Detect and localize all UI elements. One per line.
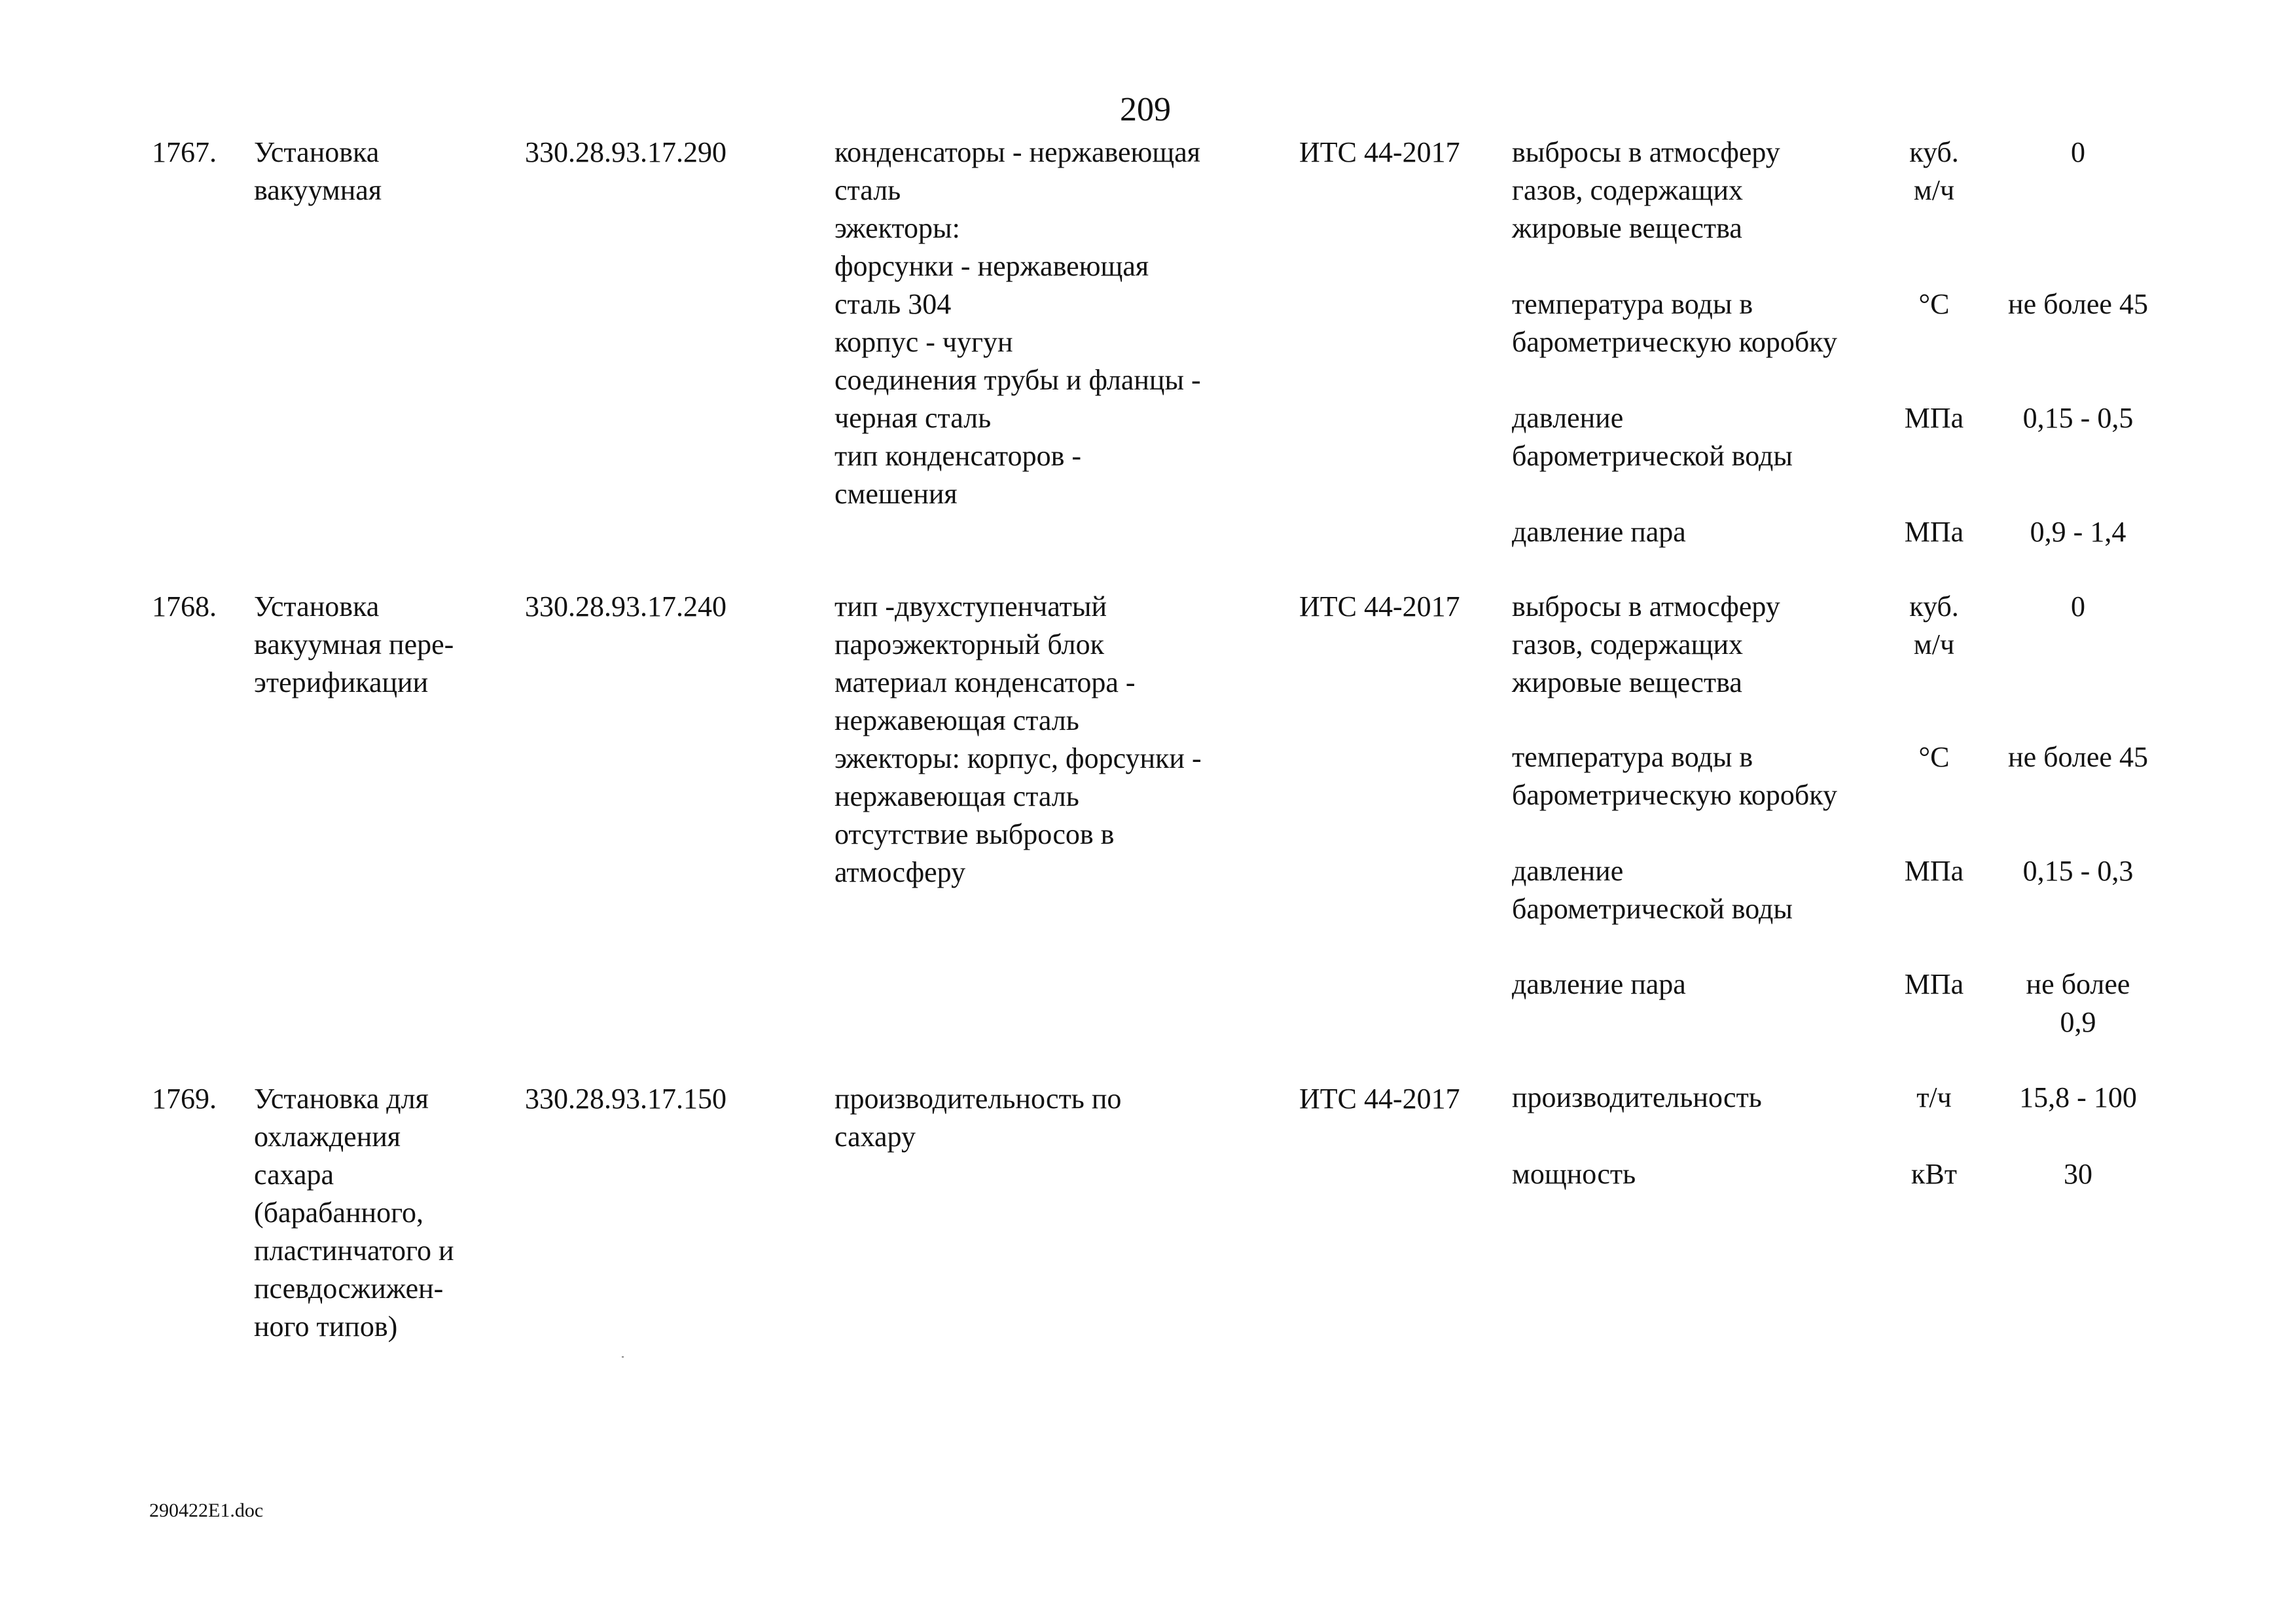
item-name: Установка вакуумная пере- этерификации: [254, 590, 454, 698]
param-value: 0,15 - 0,3: [2022, 855, 2134, 887]
item-name: Установка вакуумная: [254, 136, 382, 206]
row-number: 1767.: [152, 136, 217, 168]
param-name: температура воды в барометрическую коробку: [1512, 741, 1837, 811]
param-value: 15,8 - 100: [2019, 1081, 2137, 1113]
item-code: 330.28.93.17.290: [525, 136, 726, 168]
item-features: тип -двухступенчатый пароэжекторный блок материал конденсатора - нержавеющая сталь эжекторы: корпус, форсунки - нержавеющая сталь отсутствие выбросов в атмосферу: [834, 590, 1202, 888]
item-standard: ИТС 44-2017: [1299, 590, 1460, 623]
page-number: 209: [1120, 91, 1171, 128]
item-features: конденсаторы - нержавеющая сталь эжекторы: форсунки - нержавеющая сталь 304 корпус - чугун соединения трубы и фланцы - черная сталь тип конденсаторов - смешения: [834, 136, 1201, 510]
param-unit: МПа: [1904, 968, 1964, 1000]
param-unit: МПа: [1904, 855, 1964, 887]
param-value: 0: [2071, 136, 2085, 168]
param-unit: кВт: [1911, 1158, 1957, 1190]
item-standard: ИТС 44-2017: [1299, 1083, 1460, 1115]
param-name: выбросы в атмосферу газов, содержащих жировые вещества: [1512, 136, 1780, 244]
item-features: производительность по сахару: [834, 1083, 1122, 1153]
param-value: 0,15 - 0,5: [2022, 402, 2134, 434]
param-unit: МПа: [1904, 402, 1964, 434]
param-value: не более 45: [2008, 741, 2148, 773]
param-name: температура воды в барометрическую коробку: [1512, 288, 1837, 358]
param-value: 30: [2064, 1158, 2092, 1190]
param-value: не более 0,9: [2026, 968, 2130, 1038]
param-name: давление пара: [1512, 516, 1686, 548]
param-name: мощность: [1512, 1158, 1636, 1190]
item-code: 330.28.93.17.240: [525, 590, 726, 623]
param-unit: куб. м/ч: [1909, 136, 1959, 206]
param-unit: МПа: [1904, 516, 1964, 548]
param-unit: °C: [1918, 288, 1950, 320]
param-value: 0: [2071, 590, 2085, 623]
param-name: производительность: [1512, 1081, 1762, 1113]
param-value: 0,9 - 1,4: [2030, 516, 2126, 548]
param-unit: °C: [1918, 741, 1950, 773]
row-number: 1769.: [152, 1083, 217, 1115]
param-value: не более 45: [2008, 288, 2148, 320]
param-name: давление барометрической воды: [1512, 855, 1793, 925]
param-unit: куб. м/ч: [1909, 590, 1959, 660]
param-name: выбросы в атмосферу газов, содержащих жировые вещества: [1512, 590, 1780, 698]
item-standard: ИТС 44-2017: [1299, 136, 1460, 168]
row-number: 1768.: [152, 590, 217, 623]
param-unit: т/ч: [1916, 1081, 1952, 1113]
item-name: Установка для охлаждения сахара (барабанного, пластинчатого и псевдосжижен- ного типов): [254, 1083, 454, 1343]
footer-filename: 290422E1.doc: [149, 1500, 264, 1521]
scan-speck: [622, 1356, 624, 1358]
item-code: 330.28.93.17.150: [525, 1083, 726, 1115]
param-name: давление пара: [1512, 968, 1686, 1000]
param-name: давление барометрической воды: [1512, 402, 1793, 472]
